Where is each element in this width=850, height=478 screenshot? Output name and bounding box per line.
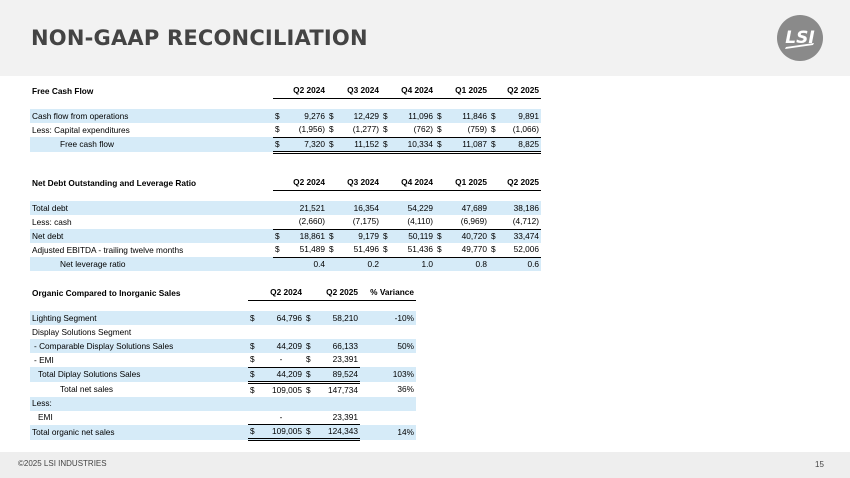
cell-value: 64,796 — [258, 311, 304, 325]
cell-value: 109,005 — [258, 425, 304, 440]
cell-value: (6,969) — [445, 215, 489, 229]
row-label: Total Diplay Solutions Sales — [30, 367, 248, 382]
cell-value: 10,334 — [391, 137, 435, 152]
table-row — [30, 257, 541, 271]
row-label: Lighting Segment — [30, 311, 248, 325]
currency-symbol: $ — [273, 123, 283, 137]
table-row — [30, 137, 541, 152]
currency-symbol: $ — [248, 353, 258, 367]
table-row — [30, 201, 541, 215]
variance-value: 50% — [360, 339, 416, 353]
currency-symbol: $ — [489, 243, 499, 257]
cell-value: 23,391 — [314, 411, 360, 425]
cell-value: 0.2 — [337, 257, 381, 271]
currency-symbol: $ — [435, 137, 445, 152]
cell-value: - — [258, 411, 304, 425]
table-row — [30, 353, 416, 367]
column-header: Q1 2025 — [435, 84, 489, 98]
cell-value: 44,209 — [258, 367, 304, 382]
currency-symbol: $ — [304, 311, 314, 325]
cell-value: 23,391 — [314, 353, 360, 367]
currency-symbol: $ — [327, 229, 337, 243]
currency-symbol: $ — [248, 425, 258, 440]
currency-symbol: $ — [273, 243, 283, 257]
cell-value: 52,006 — [499, 243, 541, 257]
fcf-title: Free Cash Flow — [32, 85, 94, 96]
currency-symbol: $ — [304, 425, 314, 440]
currency-symbol: $ — [489, 123, 499, 137]
table-row — [30, 367, 416, 382]
cell-value: (1,066) — [499, 123, 541, 137]
cell-value: 66,133 — [314, 339, 360, 353]
cell-value: (762) — [391, 123, 435, 137]
cell-value: 1.0 — [391, 257, 435, 271]
cell-value: 0.4 — [283, 257, 327, 271]
currency-symbol: $ — [327, 109, 337, 123]
cell-value: 11,096 — [391, 109, 435, 123]
cell-value: 51,436 — [391, 243, 435, 257]
currency-symbol: $ — [381, 243, 391, 257]
currency-symbol: $ — [273, 137, 283, 152]
table-row — [30, 339, 416, 353]
cell-value: 0.8 — [445, 257, 489, 271]
column-header: Q3 2024 — [327, 84, 381, 98]
cell-value: 16,354 — [337, 201, 381, 215]
cell-value: (4,110) — [391, 215, 435, 229]
table-row — [30, 425, 416, 440]
cell-value: 40,720 — [445, 229, 489, 243]
table-row — [30, 123, 541, 137]
cell-value: 47,689 — [445, 201, 489, 215]
column-header: Q2 2025 — [304, 286, 360, 300]
cell-value: 147,734 — [328, 384, 358, 395]
table-row — [30, 397, 416, 411]
cell-value: (4,712) — [499, 215, 541, 229]
currency-symbol: $ — [327, 243, 337, 257]
variance-value: 14% — [360, 425, 416, 440]
cell-value: 21,521 — [283, 201, 327, 215]
cell-value: 33,474 — [499, 229, 541, 243]
cell-value: 8,825 — [499, 137, 541, 152]
row-label: Display Solutions Segment — [32, 326, 132, 337]
organic-title: Organic Compared to Inorganic Sales — [32, 287, 181, 298]
column-header: Q2 2024 — [273, 176, 327, 190]
currency-symbol: $ — [327, 123, 337, 137]
row-label: Total net sales — [60, 383, 114, 394]
currency-symbol: $ — [381, 229, 391, 243]
cell-value: 12,429 — [337, 109, 381, 123]
variance-value: 36% — [397, 383, 414, 394]
table-header-row — [30, 176, 541, 190]
column-header: Q3 2024 — [327, 176, 381, 190]
column-header: Q4 2024 — [381, 84, 435, 98]
currency-symbol: $ — [489, 109, 499, 123]
column-header: Q2 2024 — [248, 286, 304, 300]
currency-symbol: $ — [435, 229, 445, 243]
table-row — [30, 243, 541, 257]
row-label: Net debt — [30, 229, 273, 243]
currency-symbol: $ — [435, 123, 445, 137]
cell-value: - — [258, 353, 304, 367]
table-row — [30, 411, 416, 425]
cell-value: 9,276 — [283, 109, 327, 123]
row-label: Free cash flow — [30, 137, 273, 152]
currency-symbol: $ — [304, 339, 314, 353]
cell-value: 109,005 — [272, 384, 302, 395]
cell-value: (7,175) — [337, 215, 381, 229]
table-header-row — [30, 84, 541, 98]
free-cash-flow-table — [30, 84, 541, 154]
cell-value: 54,229 — [391, 201, 435, 215]
currency-symbol: $ — [304, 353, 314, 367]
cell-value: 44,209 — [258, 339, 304, 353]
row-label: - EMI — [34, 354, 54, 365]
cell-value: 51,496 — [337, 243, 381, 257]
cell-value: 49,770 — [445, 243, 489, 257]
organic-sales-table — [30, 286, 416, 441]
variance-value: -10% — [360, 311, 416, 325]
cell-value: 38,186 — [499, 201, 541, 215]
row-label: EMI — [38, 412, 53, 422]
currency-symbol: $ — [248, 311, 258, 325]
row-label: Less: cash — [32, 216, 72, 227]
debt-title: Net Debt Outstanding and Leverage Ratio — [32, 177, 197, 188]
currency-symbol: $ — [381, 137, 391, 152]
currency-symbol: $ — [489, 229, 499, 243]
cell-value: 89,524 — [314, 367, 360, 382]
cell-value: (1,956) — [283, 123, 327, 137]
cell-value: 124,343 — [314, 425, 360, 440]
column-header: Q1 2025 — [435, 176, 489, 190]
table-header-row — [30, 286, 416, 300]
row-label: Adjusted EBITDA - trailing twelve months — [32, 244, 184, 255]
cell-value: 18,861 — [283, 229, 327, 243]
currency-symbol: $ — [250, 384, 255, 395]
cell-value: 11,152 — [337, 137, 381, 152]
net-debt-table — [30, 176, 541, 271]
table-row — [30, 109, 541, 123]
currency-symbol: $ — [435, 243, 445, 257]
currency-symbol: $ — [273, 109, 283, 123]
column-header: Q4 2024 — [381, 176, 435, 190]
currency-symbol: $ — [306, 384, 311, 395]
table-row — [30, 382, 416, 397]
table-row — [30, 325, 416, 339]
cell-value: 9,179 — [337, 229, 381, 243]
page-number: 15 — [815, 460, 824, 469]
page-title: NON-GAAP RECONCILIATION — [31, 26, 368, 50]
row-label: Less: Capital expenditures — [32, 124, 130, 135]
row-label: Net leverage ratio — [30, 257, 273, 271]
cell-value: 11,087 — [445, 137, 489, 152]
row-label: Less: — [30, 397, 248, 411]
column-header: Q2 2025 — [489, 84, 541, 98]
cell-value: (759) — [445, 123, 489, 137]
column-header: % Variance — [360, 286, 416, 300]
currency-symbol: $ — [489, 137, 499, 152]
footer-band — [0, 452, 850, 478]
cell-value: 7,320 — [283, 137, 327, 152]
column-header: Q2 2025 — [489, 176, 541, 190]
table-row — [30, 311, 416, 325]
currency-symbol: $ — [381, 109, 391, 123]
currency-symbol: $ — [327, 137, 337, 152]
variance-value: 103% — [360, 367, 416, 382]
table-row — [30, 229, 541, 243]
row-label: Total organic net sales — [30, 425, 248, 440]
currency-symbol: $ — [248, 367, 258, 382]
lsi-logo-icon — [776, 14, 824, 62]
cell-value: (2,660) — [283, 215, 327, 229]
currency-symbol: $ — [273, 229, 283, 243]
copyright: ©2025 LSI INDUSTRIES — [18, 459, 107, 468]
cell-value: 0.6 — [499, 257, 541, 271]
cell-value: 11,846 — [445, 109, 489, 123]
variance-value — [360, 353, 416, 367]
currency-symbol: $ — [435, 109, 445, 123]
cell-value: 58,210 — [314, 311, 360, 325]
currency-symbol: $ — [248, 339, 258, 353]
row-label: Cash flow from operations — [30, 109, 273, 123]
column-header: Q2 2024 — [273, 84, 327, 98]
currency-symbol: $ — [304, 367, 314, 382]
cell-value: 50,119 — [391, 229, 435, 243]
row-label: - Comparable Display Solutions Sales — [30, 339, 248, 353]
cell-value: 9,891 — [499, 109, 541, 123]
currency-symbol: $ — [381, 123, 391, 137]
cell-value: (1,277) — [337, 123, 381, 137]
cell-value: 51,489 — [283, 243, 327, 257]
table-row — [30, 215, 541, 229]
logo-text: LSI — [785, 28, 815, 48]
row-label: Total debt — [30, 201, 273, 215]
